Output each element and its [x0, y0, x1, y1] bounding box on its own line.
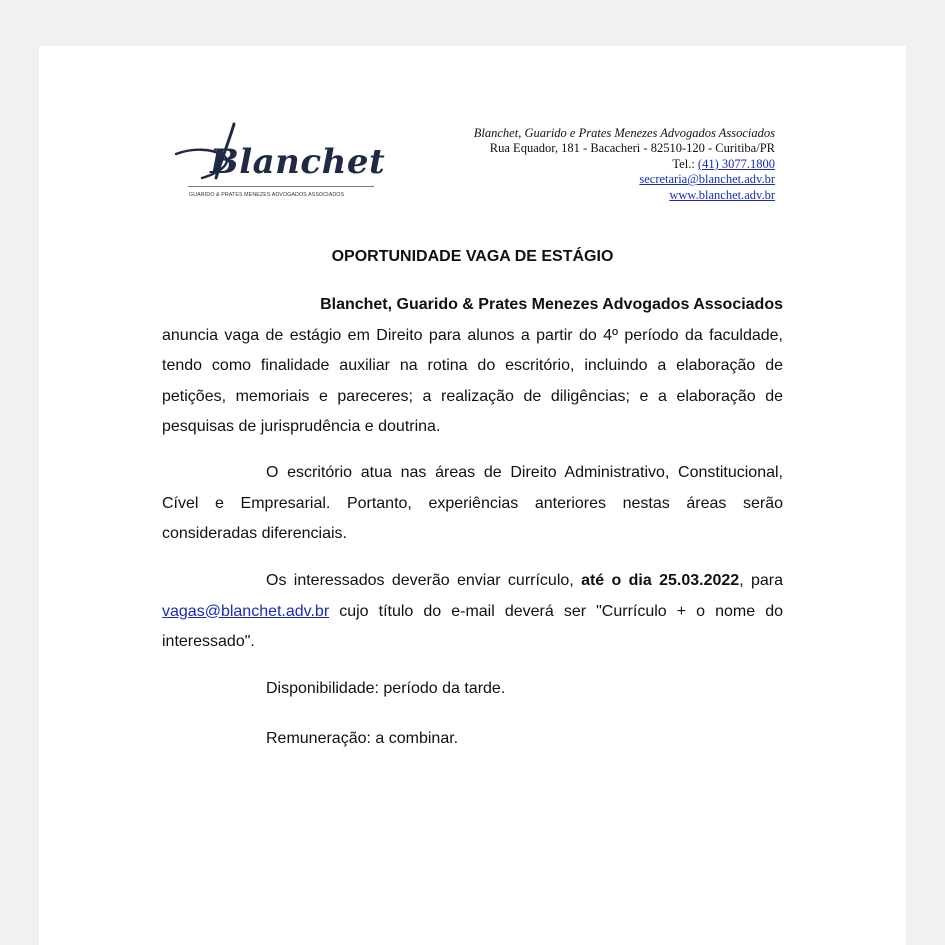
instructions-after: cujo título do e-mail deverá ser "Currículo + o nome do interessado". — [162, 602, 783, 650]
phone-link[interactable]: (41) 3077.1800 — [697, 156, 775, 171]
document-title: OPORTUNIDADE VAGA DE ESTÁGIO — [331, 248, 614, 265]
paragraph-areas — [162, 458, 783, 550]
website-link[interactable]: www.blanchet.adv.br — [669, 187, 775, 202]
paragraph-availability — [162, 674, 783, 705]
phone-label: Tel.: — [672, 156, 698, 171]
instructions-text — [162, 566, 783, 658]
logo-wordmark: Blanchet — [210, 142, 386, 182]
paragraph-remuneration — [162, 724, 783, 755]
email-link[interactable]: secretaria@blanchet.adv.br — [639, 172, 775, 187]
remuneration-text: Remuneração: a combinar. — [266, 730, 459, 747]
firm-logo — [172, 118, 386, 208]
logo-divider — [188, 186, 374, 187]
contact-block — [474, 126, 775, 203]
firm-address: Rua Equador, 181 - Bacacheri - 82510-120 - Curitiba/PR — [489, 141, 775, 156]
instructions-connector: , para — [739, 572, 783, 589]
company-name: Blanchet, Guarido & Prates Menezes Advogados Associados — [320, 296, 783, 313]
deadline: até o dia 25.03.2022 — [581, 572, 740, 589]
paragraph-announcement — [162, 290, 783, 443]
phone-line — [474, 157, 775, 172]
logo-subtitle: GUARIDO & PRATES MENEZES ADVOGADOS ASSOCIADOS — [189, 192, 345, 198]
availability-text: Disponibilidade: período da tarde. — [266, 680, 506, 697]
firm-name: Blanchet, Guarido e Prates Menezes Advogados Associados — [473, 126, 775, 140]
application-email-link[interactable]: vagas@blanchet.adv.br — [162, 602, 330, 620]
areas-text: O escritório atua nas áreas de Direito Administrativo, Constitucional, Cível e Empresarial. Portanto, experiências anteriores nestas áreas serão consideradas diferenciais. — [162, 464, 783, 542]
document-page — [39, 46, 906, 945]
paragraph-instructions — [162, 566, 783, 658]
announcement-text: anuncia vaga de estágio em Direito para alunos a partir do 4º período da faculdade, tendo como finalidade auxiliar na rotina do escritório, incluindo a elaboração de petições, memoriais e pareceres; a realização de diligências; e a elaboração de pesquisas de jurisprudência e doutrina. — [162, 326, 783, 435]
instructions-before: Os interessados deverão enviar currículo, — [266, 572, 582, 589]
